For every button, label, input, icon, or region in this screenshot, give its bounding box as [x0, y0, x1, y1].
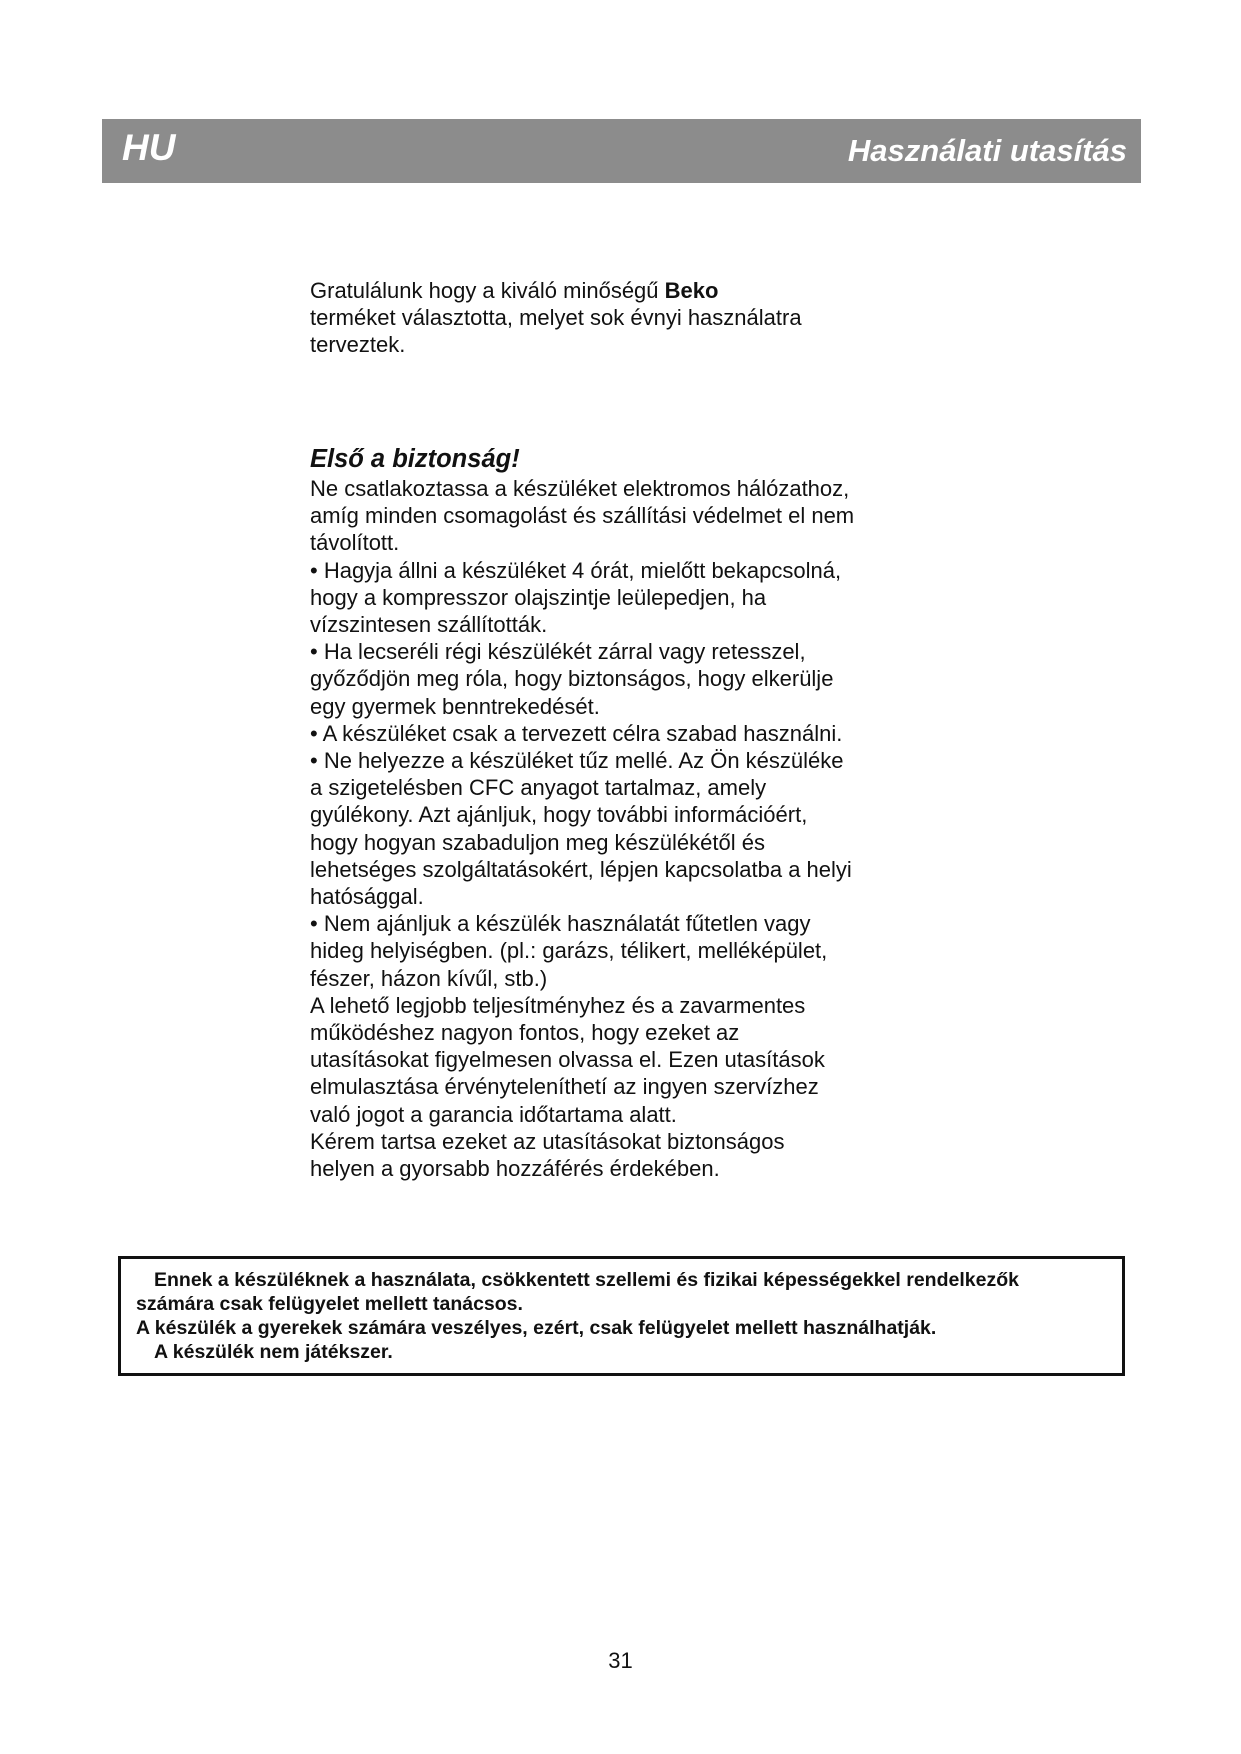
notice-line-3: A készülék a gyerekek számára veszélyes, ezért, csak felügyelet mellett használhatják.	[136, 1317, 937, 1339]
intro-paragraph	[310, 277, 910, 359]
safety-line: Kérem tartsa ezeket az utasításokat biztonságos	[310, 1128, 785, 1154]
safety-heading: Első a biztonság!	[310, 445, 520, 473]
safety-line: helyen a gyorsabb hozzáférés érdekében.	[310, 1156, 720, 1182]
intro-line-1	[310, 277, 910, 304]
header-bar	[102, 119, 1141, 183]
safety-line: • Ne helyezze a készüléket tűz mellé. Az Ön készüléke	[310, 748, 844, 774]
safety-line: vízszintesen szállították.	[310, 612, 548, 638]
safety-line: hatósággal.	[310, 884, 424, 910]
safety-line: gyúlékony. Azt ajánljuk, hogy további információért,	[310, 802, 808, 828]
document-title: Használati utasítás	[847, 133, 1127, 168]
language-code: HU	[122, 127, 176, 168]
safety-line: utasításokat figyelmesen olvassa el. Ezen utasítások	[310, 1047, 825, 1073]
notice-line-1: Ennek a készüléknek a használata, csökkentett szellemi és fizikai képességekkel rendelkezők	[154, 1269, 1019, 1291]
safety-line: győződjön meg róla, hogy biztonságos, hogy elkerülje	[310, 666, 834, 692]
safety-line: amíg minden csomagolást és szállítási védelmet el nem	[310, 503, 855, 529]
safety-line: való jogot a garancia időtartama alatt.	[310, 1101, 677, 1127]
safety-line: fészer, házon kívűl, stb.)	[310, 965, 548, 991]
safety-line: lehetséges szolgáltatásokért, lépjen kapcsolatba a helyi	[310, 856, 852, 882]
safety-line: hogy hogyan szabaduljon meg készülékétől és	[310, 829, 765, 855]
safety-line: • Ha lecseréli régi készülékét zárral vagy retesszel,	[310, 639, 806, 665]
safety-line: működéshez nagyon fontos, hogy ezeket az	[310, 1020, 740, 1046]
warning-notice-box	[118, 1256, 1125, 1376]
intro-line-2: terméket választotta, melyet sok évnyi használatra	[310, 305, 802, 331]
safety-line: elmulasztása érvényteleníthetí az ingyen szervízhez	[310, 1074, 819, 1100]
safety-section	[310, 444, 910, 1182]
safety-line: Ne csatlakoztassa a készüléket elektromos hálózathoz,	[310, 476, 850, 501]
safety-line: • A készüléket csak a tervezett célra szabad használni.	[310, 720, 843, 746]
safety-line: távolított.	[310, 530, 400, 556]
safety-line: a szigetelésben CFC anyagot tartalmaz, amely	[310, 775, 767, 801]
brand-name: Beko	[664, 278, 719, 303]
safety-line: hogy a kompresszor olajszintje leülepedjen, ha	[310, 584, 767, 610]
notice-line-2: számára csak felügyelet mellett tanácsos.	[136, 1293, 523, 1315]
intro-line-1-text: Gratulálunk hogy a kiváló minőségű	[310, 278, 665, 303]
intro-line-3: terveztek.	[310, 332, 406, 358]
notice-line-4: A készülék nem játékszer.	[154, 1341, 393, 1363]
safety-line: A lehető legjobb teljesítményhez és a zavarmentes	[310, 992, 806, 1018]
safety-line: hideg helyiségben. (pl.: garázs, télikert, melléképület,	[310, 938, 828, 964]
safety-line: • Nem ajánljuk a készülék használatát fűtetlen vagy	[310, 911, 811, 937]
safety-line: • Hagyja állni a készüléket 4 órát, mielőtt bekapcsolná,	[310, 557, 842, 583]
page-number: 31	[608, 1648, 633, 1673]
safety-line: egy gyermek benntrekedését.	[310, 693, 600, 719]
